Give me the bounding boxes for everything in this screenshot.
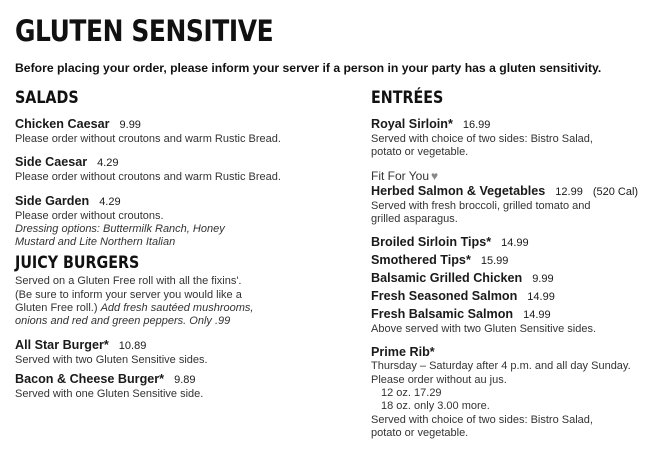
item-description: Served with two Gluten Sensitive sides. <box>15 353 208 366</box>
right-column <box>371 88 641 449</box>
intro-addon-cont: onions and red and green peppers. Only .99 <box>15 315 231 328</box>
page-title: GLUTEN SENSITIVE <box>15 14 274 48</box>
menu-item <box>371 307 641 323</box>
dressing-options: Dressing options: Buttermilk Ranch, Honey <box>15 222 225 235</box>
item-description-cont: potato or vegetable. <box>371 426 469 439</box>
menu-item <box>15 155 345 184</box>
item-price: 9.89 <box>174 373 196 386</box>
menu-item <box>371 235 641 251</box>
size-option: 18 oz. only 3.00 more. <box>381 400 490 413</box>
item-description-cont: grilled asparagus. <box>371 212 458 225</box>
item-description: Served with fresh broccoli, grilled tomato and <box>371 199 591 212</box>
item-price: 14.99 <box>501 237 529 250</box>
dressing-options-cont: Mustard and Lite Northern Italian <box>15 236 176 249</box>
item-price: 12.99 <box>555 185 583 198</box>
gluten-notice: Before placing your order, please inform your server if a person in your party has a gluten sensitivity. <box>15 61 602 75</box>
item-description-cont: potato or vegetable. <box>371 146 469 159</box>
section-heading-entrees: ENTRÉES <box>371 88 444 108</box>
item-name: Herbed Salmon & Vegetables <box>371 183 546 198</box>
menu-item <box>15 338 345 367</box>
left-column <box>15 88 345 410</box>
menu-item <box>15 372 345 401</box>
item-name: Royal Sirloin* <box>371 117 453 131</box>
size-option: 12 oz. 17.29 <box>381 387 442 400</box>
item-name: Side Garden <box>15 193 90 208</box>
item-name: Broiled Sirloin Tips* <box>371 235 492 250</box>
item-name: Balsamic Grilled Chicken <box>371 271 523 286</box>
item-name: Smothered Tips* <box>371 253 471 268</box>
intro-line: Served on a Gluten Free roll with all the fixins'. <box>15 275 242 288</box>
item-name: All Star Burger* <box>15 337 109 352</box>
section-heading-burgers: JUICY BURGERS <box>15 253 140 274</box>
item-name: Chicken Caesar <box>15 117 110 131</box>
item-calories: (520 Cal) <box>592 185 639 198</box>
item-description: Please order without croutons and warm Rustic Bread. <box>15 171 281 184</box>
item-description: Served with choice of two sides: Bistro Salad, <box>371 133 593 145</box>
menu-item <box>15 117 345 146</box>
group-note: Above served with two Gluten Sensitive sides. <box>371 323 597 336</box>
item-description: Thursday – Saturday after 4 p.m. and all day Sunday. <box>371 360 631 373</box>
item-price: 16.99 <box>462 119 491 131</box>
item-description: Served with one Gluten Sensitive side. <box>15 387 204 400</box>
item-description-cont: Please order without au jus. <box>371 373 507 386</box>
item-price: 4.29 <box>99 195 121 208</box>
menu-item <box>371 117 641 160</box>
heart-icon: ♥ <box>431 168 439 183</box>
item-price: 4.29 <box>97 157 119 170</box>
item-price: 10.89 <box>118 339 147 352</box>
menu-item <box>371 345 641 440</box>
sirloin-salmon-group <box>371 235 641 336</box>
item-description: Please order without croutons and warm Rustic Bread. <box>15 133 281 145</box>
intro-line: Gluten Free roll.) <box>15 302 98 315</box>
menu-item <box>371 169 641 227</box>
menu-item <box>371 289 641 305</box>
item-name: Fresh Seasoned Salmon <box>371 289 518 304</box>
item-price: 9.99 <box>119 119 141 131</box>
item-description: Please order without croutons. <box>15 209 164 222</box>
fit-for-you-tag: Fit For You <box>371 168 430 183</box>
item-price: 14.99 <box>527 291 555 304</box>
menu-item <box>371 253 641 269</box>
item-price: 14.99 <box>523 309 551 322</box>
section-heading-salads: SALADS <box>15 88 79 108</box>
burgers-intro <box>15 275 345 328</box>
item-description-cont: Served with choice of two sides: Bistro Salad, <box>371 413 593 426</box>
menu-item <box>371 271 641 287</box>
item-name: Prime Rib* <box>371 345 435 360</box>
item-name: Fresh Balsamic Salmon <box>371 307 514 322</box>
item-name: Bacon & Cheese Burger* <box>15 371 165 386</box>
item-price: 9.99 <box>532 273 554 286</box>
intro-line: (Be sure to inform your server you would like a <box>15 288 242 301</box>
intro-addon: Add fresh sautéed mushrooms, <box>100 302 254 315</box>
item-name: Side Caesar <box>15 155 88 170</box>
menu-item <box>15 194 345 250</box>
item-price: 15.99 <box>480 255 509 268</box>
